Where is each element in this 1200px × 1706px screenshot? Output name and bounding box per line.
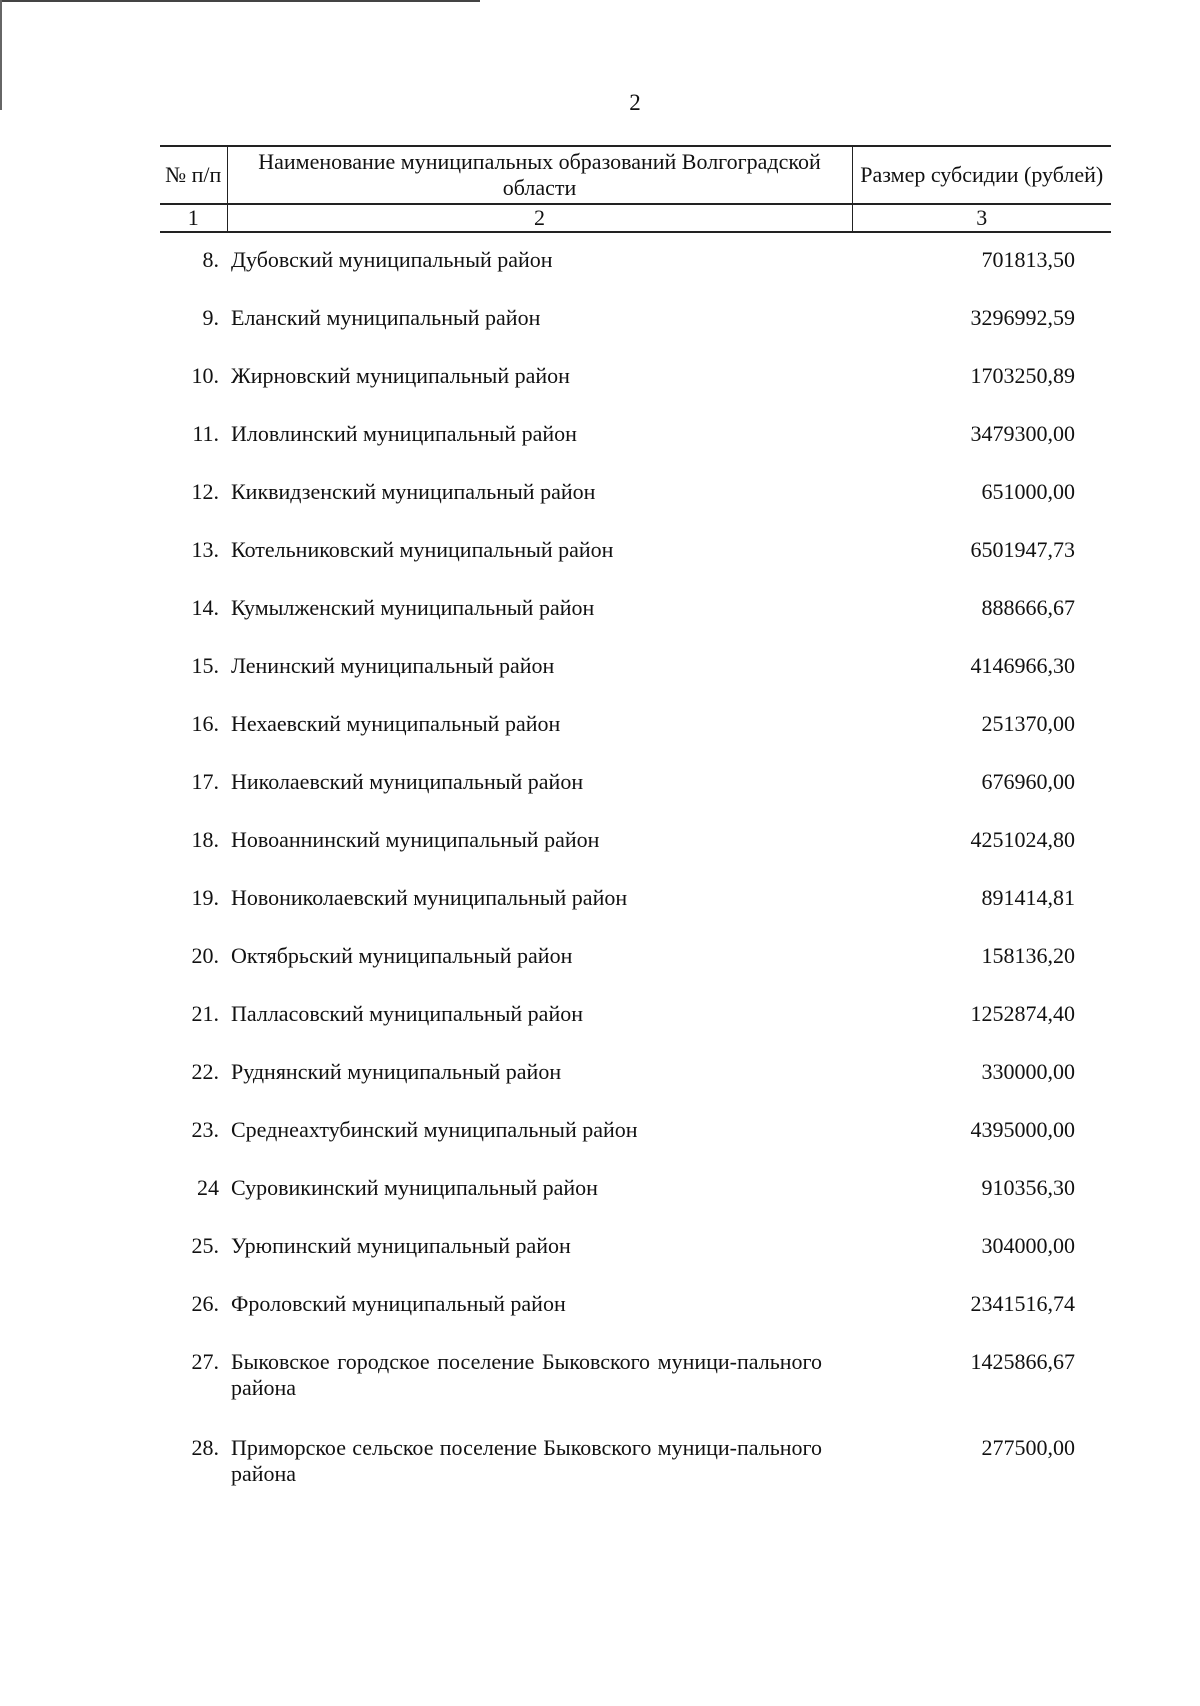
- subsidy-amount: 910356,30: [981, 1175, 1075, 1200]
- municipality-name: Приморское сельское поселение Быковского муници-пального района: [231, 1435, 822, 1486]
- subsidy-amount: 4395000,00: [970, 1117, 1075, 1142]
- table-row: [160, 827, 1111, 885]
- table-row: [160, 479, 1111, 537]
- row-number: 10.: [191, 363, 219, 388]
- table-row: [160, 1117, 1111, 1175]
- row-number: 20.: [191, 943, 219, 968]
- municipality-name: Октябрьский муниципальный район: [231, 943, 573, 968]
- row-number: 27.: [191, 1349, 219, 1374]
- subsidy-amount: 3296992,59: [970, 305, 1075, 330]
- subsidy-amount: 4146966,30: [970, 653, 1075, 678]
- table-header-numbering-row: [160, 204, 1111, 232]
- subsidy-amount: 701813,50: [981, 247, 1075, 272]
- municipality-name: Котельниковский муниципальный район: [231, 537, 614, 562]
- row-number: 26.: [191, 1291, 219, 1316]
- table-row: [160, 1175, 1111, 1233]
- row-number: 17.: [191, 769, 219, 794]
- subsidy-amount: 277500,00: [981, 1435, 1075, 1460]
- municipality-name: Урюпинский муниципальный район: [231, 1233, 571, 1258]
- municipality-name: Кумылженский муниципальный район: [231, 595, 595, 620]
- row-number: 16.: [191, 711, 219, 736]
- table-body: [160, 232, 1111, 1521]
- subsidy-amount: 3479300,00: [970, 421, 1075, 446]
- row-number: 14.: [191, 595, 219, 620]
- table-row: [160, 363, 1111, 421]
- municipality-name: Киквидзенский муниципальный район: [231, 479, 596, 504]
- table-row: [160, 1435, 1111, 1521]
- header-numbering-cell: 3: [852, 204, 1111, 232]
- subsidy-amount: 1425866,67: [970, 1349, 1075, 1374]
- row-number: 25.: [191, 1233, 219, 1258]
- row-number: 19.: [191, 885, 219, 910]
- header-subsidy-amount: Размер субсидии (рублей): [852, 146, 1111, 204]
- municipality-name: Жирновский муниципальный район: [231, 363, 570, 388]
- subsidy-amount: 676960,00: [981, 769, 1075, 794]
- municipality-name: Еланский муниципальный район: [231, 305, 541, 330]
- scan-edge-top: [0, 0, 480, 2]
- table-row: [160, 1291, 1111, 1349]
- table-row: [160, 885, 1111, 943]
- table-row: [160, 1059, 1111, 1117]
- subsidy-amount: 1703250,89: [970, 363, 1075, 388]
- table-row: [160, 537, 1111, 595]
- subsidy-amount: 4251024,80: [970, 827, 1075, 852]
- row-number: 9.: [202, 305, 219, 330]
- row-number: 28.: [191, 1435, 219, 1460]
- municipality-name: Новоаннинский муниципальный район: [231, 827, 600, 852]
- table-row: [160, 943, 1111, 1001]
- header-numbering-cell: 1: [160, 204, 227, 232]
- table-row: [160, 305, 1111, 363]
- row-number: 15.: [191, 653, 219, 678]
- row-number: 13.: [191, 537, 219, 562]
- subsidy-amount: 304000,00: [981, 1233, 1075, 1258]
- table-row: [160, 1001, 1111, 1059]
- header-municipality-name: Наименование муниципальных образований Волгоградской области: [227, 146, 852, 204]
- row-number: 11.: [192, 421, 219, 446]
- header-number: № п/п: [160, 146, 227, 204]
- municipality-name: Ленинский муниципальный район: [231, 653, 555, 678]
- municipality-name: Новониколаевский муниципальный район: [231, 885, 628, 910]
- municipality-name: Иловлинский муниципальный район: [231, 421, 577, 446]
- header-numbering-cell: 2: [227, 204, 852, 232]
- row-number: 24: [197, 1175, 219, 1200]
- table-row: [160, 1233, 1111, 1291]
- row-number: 23.: [191, 1117, 219, 1142]
- row-number: 18.: [191, 827, 219, 852]
- subsidy-amount: 330000,00: [981, 1059, 1075, 1084]
- municipality-name: Николаевский муниципальный район: [231, 769, 584, 794]
- row-number: 21.: [191, 1001, 219, 1026]
- table-row: [160, 769, 1111, 827]
- subsidy-amount: 891414,81: [981, 885, 1075, 910]
- subsidy-amount: 888666,67: [981, 595, 1075, 620]
- municipality-name: Дубовский муниципальный район: [231, 247, 553, 272]
- table-row: [160, 595, 1111, 653]
- table-row: [160, 711, 1111, 769]
- table-row: [160, 421, 1111, 479]
- table-row: [160, 1349, 1111, 1435]
- municipality-name: Палласовский муниципальный район: [231, 1001, 583, 1026]
- row-number: 12.: [191, 479, 219, 504]
- municipality-name: Среднеахтубинский муниципальный район: [231, 1117, 638, 1142]
- subsidy-amount: 158136,20: [981, 943, 1075, 968]
- subsidy-amount: 1252874,40: [970, 1001, 1075, 1026]
- municipality-name: Суровикинский муниципальный район: [231, 1175, 598, 1200]
- municipality-name: Быковское городское поселение Быковского муници-пального района: [231, 1349, 822, 1400]
- municipality-name: Фроловский муниципальный район: [231, 1291, 566, 1316]
- row-number: 8.: [202, 247, 219, 272]
- municipality-name: Нехаевский муниципальный район: [231, 711, 561, 736]
- municipality-name: Руднянский муниципальный район: [231, 1059, 562, 1084]
- table-header-row: [160, 146, 1111, 204]
- table-row: [160, 653, 1111, 711]
- subsidy-amount: 651000,00: [981, 479, 1075, 504]
- table-row: [160, 232, 1111, 305]
- subsidy-amount: 6501947,73: [970, 537, 1075, 562]
- subsidy-amount: 2341516,74: [970, 1291, 1075, 1316]
- page-number: 2: [629, 90, 641, 115]
- row-number: 22.: [191, 1059, 219, 1084]
- subsidy-amount: 251370,00: [981, 711, 1075, 736]
- subsidy-table: [160, 145, 1111, 1521]
